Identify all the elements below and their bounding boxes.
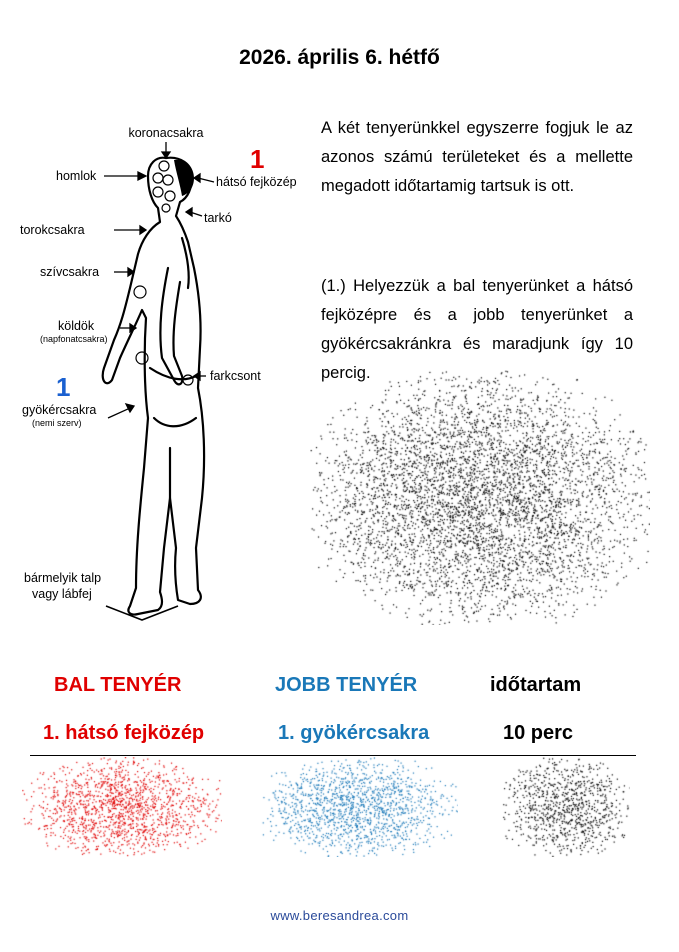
noise-blue xyxy=(258,757,458,857)
page-title: 2026. április 6. hétfő xyxy=(239,46,440,69)
label-farkcsont: farkcsont xyxy=(210,369,261,383)
footer-website: www.beresandrea.com xyxy=(270,908,409,923)
value-bal-tenyer: 1. hátsó fejközép xyxy=(43,722,205,744)
table-rule xyxy=(30,755,636,756)
marker-blue-1: 1 xyxy=(56,372,71,402)
header-idotartam: időtartam xyxy=(490,674,582,696)
label-torokcsakra: torokcsakra xyxy=(20,223,85,237)
body-chakra-figure xyxy=(18,118,308,628)
label-gyokercsakra: gyökércsakra xyxy=(22,403,97,417)
label-szivcsakra: szívcsakra xyxy=(40,265,100,279)
noise-red xyxy=(22,757,222,857)
marker-red-1: 1 xyxy=(250,144,265,174)
label-hatso-fejkozep: hátsó fejközép xyxy=(216,175,297,189)
label-talp-line2: vagy lábfej xyxy=(32,587,92,601)
value-idotartam: 10 perc xyxy=(503,722,574,744)
header-jobb-tenyer: JOBB TENYÉR xyxy=(275,674,418,696)
label-talp-line1: bármelyik talp xyxy=(24,571,102,585)
label-koronacsakra: koronacsakra xyxy=(128,126,204,140)
label-nemi-szerv: (nemi szerv) xyxy=(32,418,82,428)
label-homlok: homlok xyxy=(56,169,97,183)
noise-overlay xyxy=(310,370,650,625)
noise-black xyxy=(500,757,630,857)
instruction-paragraph-2: (1.) Helyezzük a bal tenyerünket a hátsó fejközépre és a jobb tenyerünket a gyökércsakránkra és maradjunk így 10 xyxy=(321,277,633,353)
instruction-paragraph-1: A két tenyerünkkel egyszerre fogjuk le az azonos számú területeket és a mellette megadott időtartamig tartsuk is ott. xyxy=(321,119,633,195)
label-napfonatcsakra: (napfonatcsakra) xyxy=(40,334,108,344)
label-tarko: tarkó xyxy=(204,211,232,225)
value-jobb-tenyer: 1. gyökércsakra xyxy=(278,722,430,744)
label-koldok: köldök xyxy=(58,319,95,333)
header-bal-tenyer: BAL TENYÉR xyxy=(54,674,182,696)
